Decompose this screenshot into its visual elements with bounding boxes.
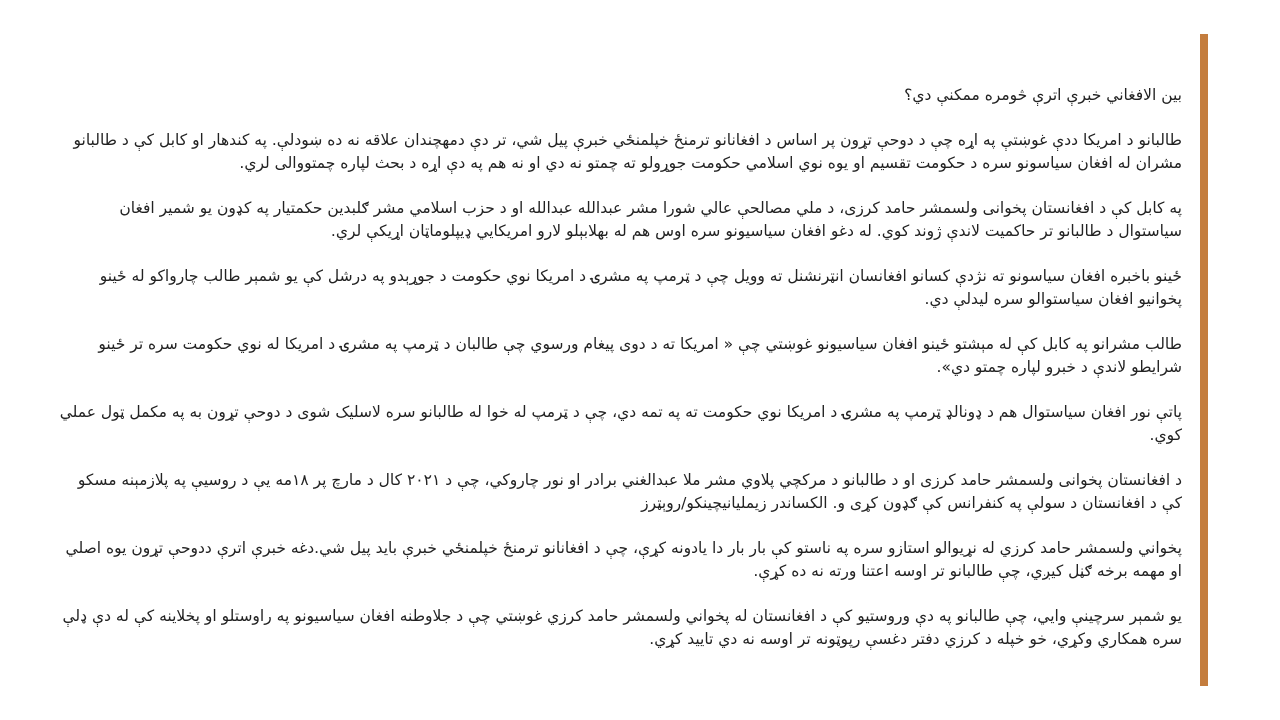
article-body: [54, 84, 1182, 673]
article-paragraph: پخواني ولسمشر حامد کرزي له نړیوالو استازو سره په ناستو کې بار بار دا یادونه کړې، چې د افغانانو ترمنځ خپلمنځي خبرې باید پیل شي.دغه خبرې اترې ددوحې تړون یوه اصلي او مهمه برخه ګڼل کیږي، چې طالبانو تر اوسه اعتنا ورته نه ده کړې.: [65, 539, 1182, 580]
article-question: بین الافغاني خبرې اترې څومره ممکنې دي؟: [904, 86, 1182, 104]
article-paragraph: طالبانو د امریکا ددې غوښتې په اړه چې د دوحې تړون پر اساس د افغانانو ترمنځ خپلمنځي خبرې پیل شي، تر دې دمهچندان علاقه نه ده ښودلې. په کندهار او کابل کې د طالبانو مشران له افغان سیاسونو سره د حکومت تقسیم او یوه نوي اسلامي حکومت جوړولو ته چمتو نه دي او نه هم په دې اړه د بحث لپاره چمتووالی لري.: [73, 131, 1182, 172]
article-paragraph: په کابل کې د افغانستان پخوانی ولسمشر حامد کرزی، د ملي مصالحې عالي شورا مشر عبدالله عبدالله او د حزب اسلامي مشر ګلبدین حکمتیار په کډون یو شمیر افغان سیاستوال د طالبانو تر حاکمیت لاندې ژوند کوي. له دغو افغان سیاسیونو سره اوس هم له بهلابېلو لارو امریکایي ډیپلوماټان اړیکې لري.: [119, 199, 1182, 240]
article-paragraph: طالب مشرانو په کابل کې له مېشتو ځینو افغان سیاسیونو غوښتي چې « امریکا ته د دوی پیغام ورسوي چې طالبان د ټرمپ په مشرۍ د امریکا له نوي حکومت سره تر ځینو شرایطو لاندې د خبرو لپاره چمتو دي».: [98, 335, 1182, 376]
article-paragraph: پاتې نور افغان سیاستوال هم د ډونالډ ټرمپ په مشرۍ د امریکا نوي حکومت ته په تمه دي، چې د ټرمپ له خوا له طالبانو سره لاسلیک شوی د دوحې تړون به په مکمل ټول عملي کوي.: [59, 403, 1182, 444]
article-paragraph: یو شمېر سرچینې وایي، چې طالبانو په دې وروستیو کې د افغانستان له پخواني ولسمشر حامد کرزي غوښتي چې د جلاوطنه افغان سیاسیونو په راوستلو او پخلاینه کې له دې ډلې سره همکاري وکړي، خو خپله د کرزي دفتر دغسې رپوټونه تر اوسه نه دي تایید کړي.: [62, 607, 1182, 648]
article-paragraph: د افغانستان پخوانی ولسمشر حامد کرزی او د طالبانو د مرکچي پلاوي مشر ملا عبدالغني برادر او نور چاروکي، چې د ۲۰۲۱ کال د مارچ پر ۱۸مه یې د روسیې په پلازمېنه مسکو کې د افغانستان د سولې په کنفرانس کې ګډون کړی و. الکساندر زیملیانیچینکو/روېټرز: [77, 471, 1182, 512]
accent-bar: [1200, 34, 1208, 686]
article-paragraph: ځینو باخبره افغان سیاسونو ته نژدې کسانو افغانسان انټرنشنل ته وویل چې د ټرمپ په مشرۍ د امریکا نوي حکومت د جوړېدو په درشل کې یو شمېر طالب چارواکو له ځینو پخوانیو افغان سیاستوالو سره لیدلې دي.: [99, 267, 1182, 308]
